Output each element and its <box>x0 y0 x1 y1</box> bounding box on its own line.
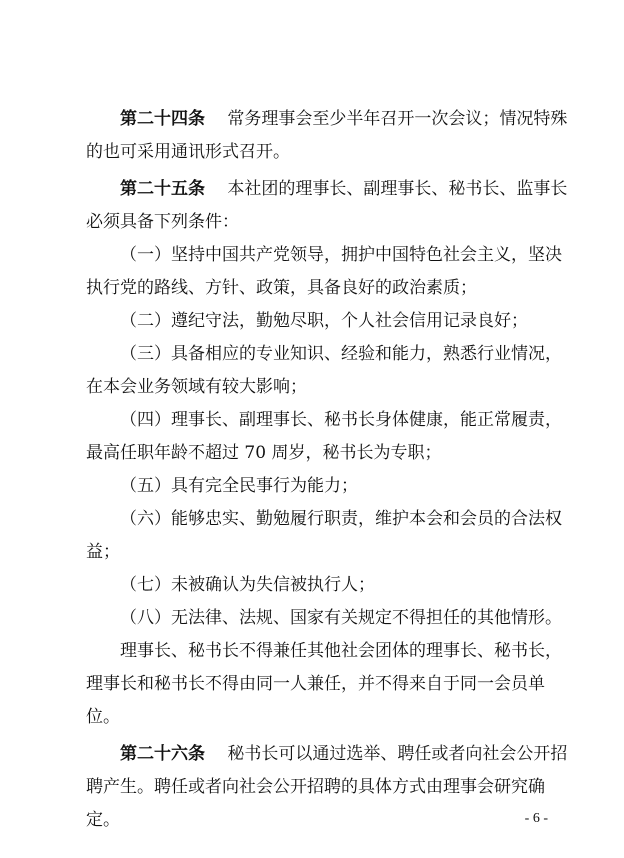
item-8-line-1: （八）无法律、法规、国家有关规定不得担任的其他情形。 <box>120 608 562 628</box>
article-25-closing-line-1: 理事长、秘书长不得兼任其他社会团体的理事长、秘书长， <box>120 641 562 661</box>
article-26-line-1: 秘书长可以通过选举、聘任或者向社会公开招 <box>227 744 568 764</box>
article-24-line-1: 常务理事会至少半年召开一次会议；情况特殊 <box>227 109 568 129</box>
item-3-line-1: （三）具备相应的专业知识、经验和能力，熟悉行业情况， <box>120 344 562 364</box>
item-5-line-1: （五）具有完全民事行为能力； <box>120 476 358 496</box>
page-number: - 6 - <box>524 811 548 826</box>
article-25-line-1: 本社团的理事长、副理事长、秘书长、监事长 <box>227 179 568 199</box>
item-4-line-1: （四）理事长、副理事长、秘书长身体健康，能正常履责， <box>120 410 562 430</box>
article-25-line-2: 必须具备下列条件： <box>86 212 239 232</box>
article-25-closing-line-3: 位。 <box>86 707 120 727</box>
article-26-title: 第二十六条 <box>120 744 205 764</box>
article-24-title: 第二十四条 <box>120 109 205 129</box>
item-6-line-1: （六）能够忠实、勤勉履行职责，维护本会和会员的合法权 <box>120 509 562 529</box>
item-3-line-2: 在本会业务领域有较大影响； <box>86 377 307 397</box>
item-6-line-2: 益； <box>86 542 120 562</box>
article-24-line-2: 的也可采用通讯形式召开。 <box>86 142 290 162</box>
article-26-line-2: 聘产生。聘任或者向社会公开招聘的具体方式由理事会研究确 <box>86 777 545 797</box>
article-25 <box>86 173 568 734</box>
article-25-title: 第二十五条 <box>120 179 205 199</box>
article-25-closing-line-2: 理事长和秘书长不得由同一人兼任，并不得来自于同一会员单 <box>86 674 545 694</box>
item-7-line-1: （七）未被确认为失信被执行人； <box>120 575 375 595</box>
article-26 <box>86 738 568 837</box>
item-4-line-2: 最高任职年龄不超过 70 周岁，秘书长为专职； <box>86 443 442 463</box>
item-2-line-1: （二）遵纪守法，勤勉尽职，个人社会信用记录良好； <box>120 311 528 331</box>
article-26-line-3: 定。 <box>86 810 120 830</box>
page-content <box>86 103 568 837</box>
item-1-line-2: 执行党的路线、方针、政策，具备良好的政治素质； <box>86 278 477 298</box>
item-1-line-1: （一）坚持中国共产党领导，拥护中国特色社会主义，坚决 <box>120 245 562 265</box>
article-24 <box>86 103 568 169</box>
